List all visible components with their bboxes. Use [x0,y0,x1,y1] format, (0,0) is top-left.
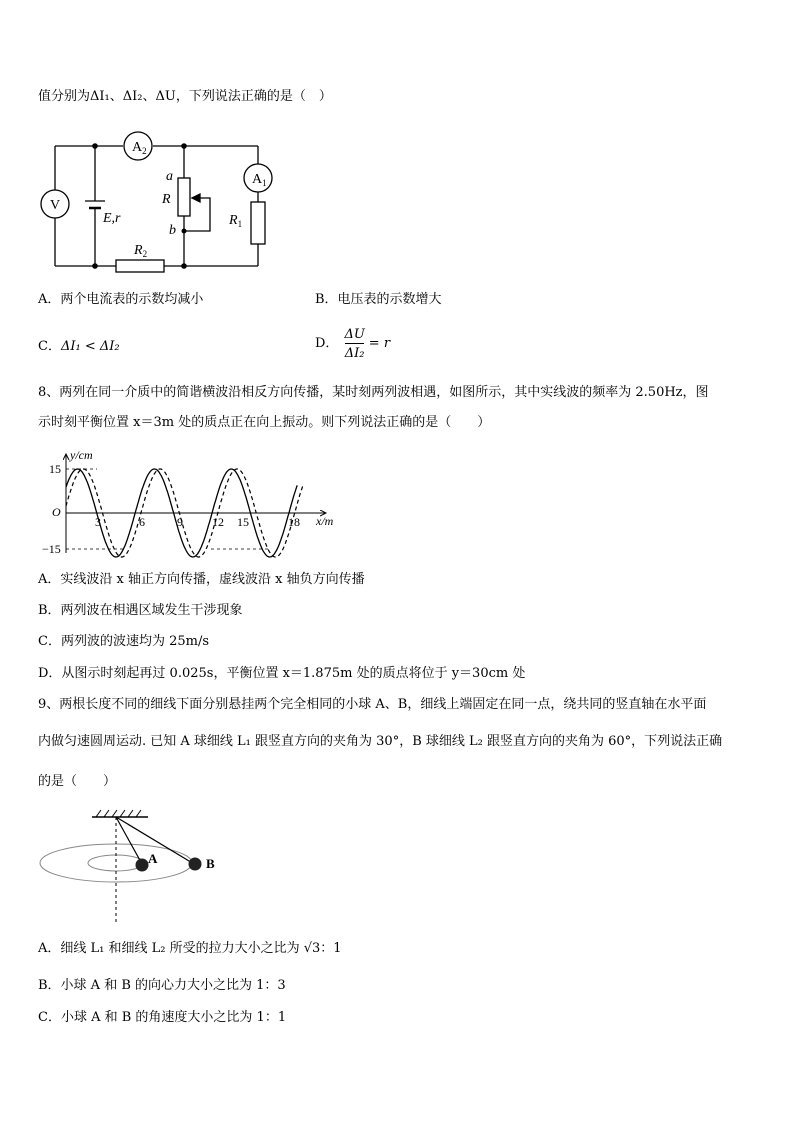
q7-option-d: D． $\frac{\Delta U}{\text{ΔI₂}}$ = r [315,327,391,361]
q8-option-d: D．从图示时刻起再过 0.025s，平衡位置 x＝1.875m 处的质点将位于 y＝30cm 处 [38,666,526,681]
q8-wave-graph [36,448,336,560]
q9-stem-line2: 内做匀速圆周运动. 已知 A 球细线 L₁ 跟竖直方向的夹角为 30°，B 球细线 L₂ 跟竖直方向的夹角为 60°，下列说法正确 [38,734,723,749]
q7-option-c-expr: ΔI₁ < ΔI₂ [60,339,120,354]
q7-stem: 值分别为ΔI₁、ΔI₂、ΔU，下列说法正确的是（ ） [38,89,332,104]
ball-a-label: A [148,851,158,866]
ball-a [136,859,149,872]
q9-conical-pendulum-figure [36,808,246,926]
x-tick-3: 3 [95,515,101,529]
x-tick-6: 6 [139,515,145,529]
x-tick-12: 12 [212,515,224,529]
q8-option-b: B．两列波在相遇区域发生干涉现象 [38,603,243,618]
q9-stem-line1: 9、两根长度不同的细线下面分别悬挂两个完全相同的小球 A、B，细线上端固定在同一点，绕共同的竖直轴在水平面 [38,697,707,712]
q9-option-b: B．小球 A 和 B 的向心力大小之比为 1：3 [38,978,286,993]
rheostat-b-label: b [169,223,176,238]
q9-option-c: C．小球 A 和 B 的角速度大小之比为 1：1 [38,1010,287,1025]
q7-option-c: C．ΔI₁ < ΔI₂ [38,339,120,354]
battery-label: E,r [103,211,121,226]
q8-stem-line1: 8、两列在同一介质中的简谐横波沿相反方向传播，某时刻两列波相遇，如图所示，其中实线波的频率为 2.50Hz，图 [38,385,709,400]
q7-option-d-eq: = r [368,336,391,351]
ball-b-label: B [206,856,215,871]
q7-option-b: B．电压表的示数增大 [315,292,442,307]
q8-option-a: A．实线波沿 x 轴正方向传播，虚线波沿 x 轴负方向传播 [38,572,365,587]
q7-option-d-denominator: ΔI₂ [345,343,365,362]
q9-stem-line3: 的是（ ） [38,774,117,789]
q7-circuit-diagram [36,128,286,276]
origin-label: O [52,505,61,519]
y-axis-label: y/cm [70,448,93,462]
rheostat-r-label: R [162,192,171,207]
ammeter-a2-label: $A_2$ [132,140,147,156]
q7-option-a: A．两个电流表的示数均减小 [38,292,204,307]
q8-option-c: C．两列波的波速均为 25m/s [38,634,209,649]
x-tick-9: 9 [177,515,183,529]
ammeter-a1-label: $A_1$ [252,172,267,188]
rheostat-a-label: a [166,169,173,184]
ball-b [189,858,202,871]
x-axis-label: x/m [316,514,334,528]
y-tick-top: 15 [49,462,61,476]
q7-option-d-numerator: ΔU [344,327,365,342]
q9-option-a: A．细线 L₁ 和细线 L₂ 所受的拉力大小之比为 √3：1 [38,941,342,956]
r1-label: $R_1$ [229,213,243,229]
x-tick-15: 15 [237,515,249,529]
voltmeter-label: V [50,198,61,213]
q8-stem-line2: 示时刻平衡位置 x＝3m 处的质点正在向上振动。则下列说法正确的是（ ） [38,415,491,430]
y-tick-bottom: −15 [42,542,61,556]
r2-label: $R_2$ [134,243,148,259]
x-tick-18: 18 [288,515,300,529]
